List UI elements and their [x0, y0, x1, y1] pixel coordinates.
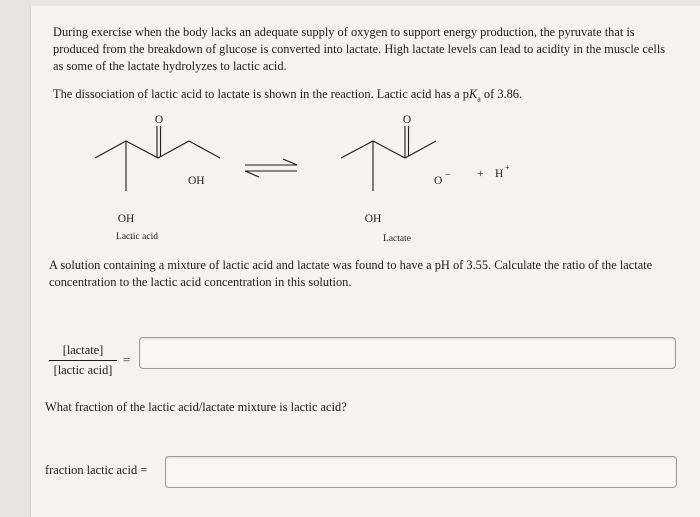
- pka-subscript: a: [477, 94, 481, 104]
- proton-h: H: [495, 168, 504, 180]
- ratio-answer-input[interactable]: [139, 337, 676, 369]
- ratio-fraction: [49, 342, 117, 379]
- lactic-acid-alpha-oh: OH: [117, 213, 135, 225]
- fraction-answer-input[interactable]: [165, 456, 677, 488]
- pka-k: K: [468, 87, 478, 101]
- fraction-label-text: fraction lactic acid: [45, 463, 138, 477]
- lactate-alpha-oh: OH: [364, 213, 382, 225]
- fraction-label: [45, 463, 147, 478]
- plus-sign: +: [477, 168, 484, 180]
- forward-arrow-head: [283, 159, 297, 165]
- reverse-arrow-head: [245, 171, 259, 177]
- reaction-scheme: [31, 6, 700, 256]
- problem-line-1: A solution containing a mixture of lactic acid and lactate was found to have a pH of 3.55. Calculate the ratio of the lactate: [49, 258, 653, 272]
- fraction-question: What fraction of the lactic acid/lactate mixture is lactic acid?: [45, 400, 347, 414]
- pka-value: of 3.86.: [480, 87, 523, 101]
- ratio-equals-sign: =: [123, 352, 131, 367]
- lactic-acid-name: Lactic acid: [116, 232, 158, 242]
- fraction-equals-sign: =: [140, 463, 148, 477]
- lactate-carbonyl-o: O: [402, 114, 412, 126]
- lactate-anion-o: O: [434, 175, 443, 187]
- problem-line-2: concentration to the lactic acid concentration in this solution.: [49, 275, 352, 289]
- question-panel: [30, 6, 700, 517]
- intro-line-2: produced from the breakdown of glucose is converted into lactate. High lactate levels can lead to acidity in the muscle cells: [53, 42, 666, 56]
- lactic-acid-carbonyl-o: O: [154, 114, 164, 126]
- lactic-acid-acid-oh: OH: [188, 175, 205, 187]
- dissociation-text: The dissociation of lactic acid to lactate is shown in the reaction. Lactic acid has a p: [53, 87, 469, 101]
- intro-line-1: During exercise when the body lacks an adequate supply of oxygen to support energy production, the pyruvate that is: [53, 25, 635, 39]
- intro-line-3: as some of the lactate hydrolyzes to lactic acid.: [53, 59, 287, 73]
- ratio-denominator: [lactic acid]: [53, 363, 113, 377]
- lactate-chain: [341, 141, 436, 158]
- ratio-numerator: [lactate]: [49, 342, 117, 361]
- proton-charge: +: [505, 163, 510, 172]
- problem-statement: [49, 257, 689, 291]
- lactate-name: Lactate: [383, 234, 411, 244]
- lactate-charge: −: [445, 170, 451, 181]
